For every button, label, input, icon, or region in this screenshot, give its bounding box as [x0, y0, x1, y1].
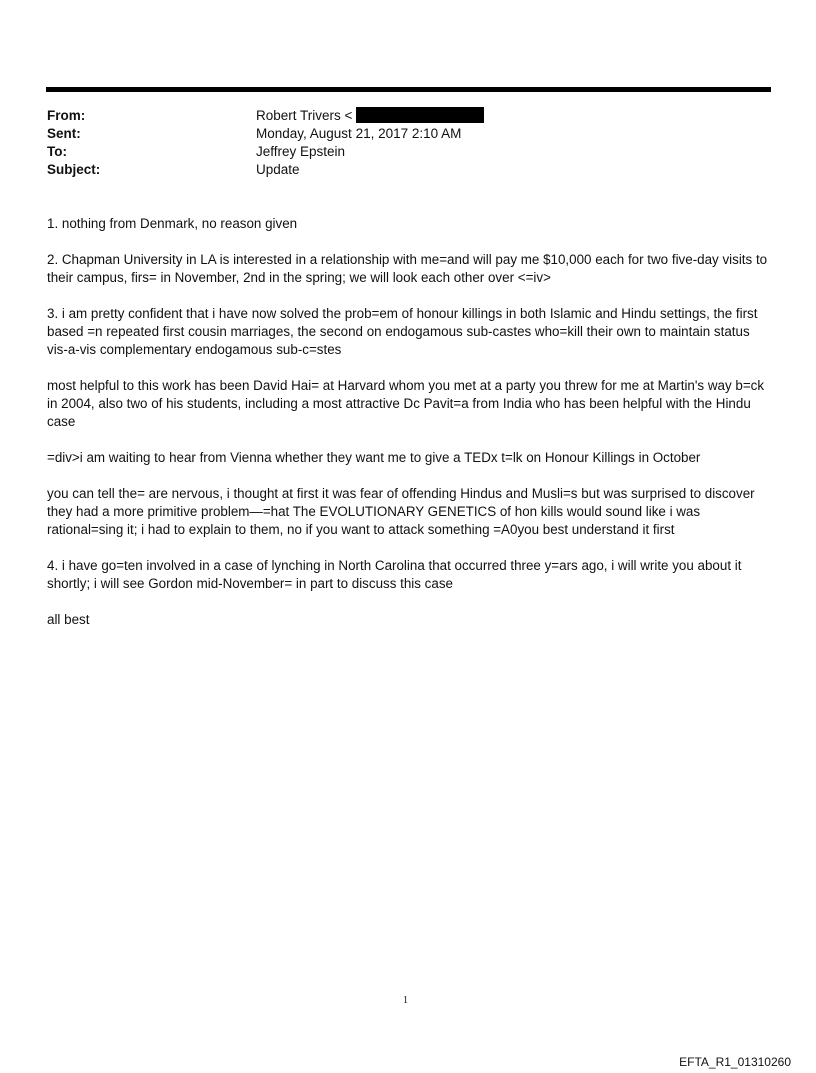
header-rule: [46, 87, 771, 92]
body-paragraph: =div>i am waiting to hear from Vienna whether they want me to give a TEDx t=lk on Honour Killings in October: [47, 450, 701, 465]
subject-label: Subject:: [47, 162, 101, 177]
sender-name: Robert Trivers: [256, 108, 341, 123]
body-paragraph: all best: [47, 612, 90, 627]
subject-value: Update: [256, 162, 300, 177]
to-value: Jeffrey Epstein: [256, 144, 346, 159]
sent-row: [47, 125, 767, 143]
from-value: [256, 107, 767, 125]
sent-label: Sent:: [47, 126, 81, 141]
to-label: To:: [47, 144, 67, 159]
body-paragraph: 2. Chapman University in LA is interested in a relationship with me=and will pay me $10,000 each for two five-day visits to their campus, firs= in November, 2nd in the spring; we will look each other over <=iv>: [47, 252, 768, 285]
body-paragraph: 4. i have go=ten involved in a case of lynching in North Carolina that occurred three y=ars ago, i will write you about it shortly; i will see Gordon mid-November= in part to discuss this case: [47, 558, 742, 591]
sender-email-bracket: <: [344, 108, 353, 123]
subject-row: [47, 161, 767, 179]
to-row: [47, 143, 767, 161]
email-header: [47, 107, 767, 179]
body-paragraph: most helpful to this work has been David Hai= at Harvard whom you met at a party you threw for me at Martin's way b=ck in 2004, also two of his students, including a most attractive Dc Pavit=a from India who has been helpful with the Hindu case: [47, 378, 765, 429]
email-body: [47, 215, 772, 647]
page-number: 1: [403, 995, 408, 1006]
body-paragraph: you can tell the= are nervous, i thought at first it was fear of offending Hindus and Musli=s but was surprised to discover they had a more primitive problem—=hat The EVOLUTIONARY GENETICS of hon kills would sound like i was rational=sing it; i had to explain to them, no if you want to attack something =A0you best understand it first: [47, 486, 755, 537]
from-label: From:: [47, 108, 86, 123]
document-id-footer: EFTA_R1_01310260: [679, 1055, 791, 1069]
sent-value: Monday, August 21, 2017 2:10 AM: [256, 126, 462, 141]
redaction-box: [356, 107, 484, 123]
from-row: [47, 107, 767, 125]
body-paragraph: 1. nothing from Denmark, no reason given: [47, 216, 298, 231]
body-paragraph: 3. i am pretty confident that i have now solved the prob=em of honour killings in both Islamic and Hindu settings, the first based =n repeated first cousin marriages, the second on endogamous sub-castes who=kill their own to maintain status vis-a-vis complementary endogamous sub-c=stes: [47, 306, 758, 357]
